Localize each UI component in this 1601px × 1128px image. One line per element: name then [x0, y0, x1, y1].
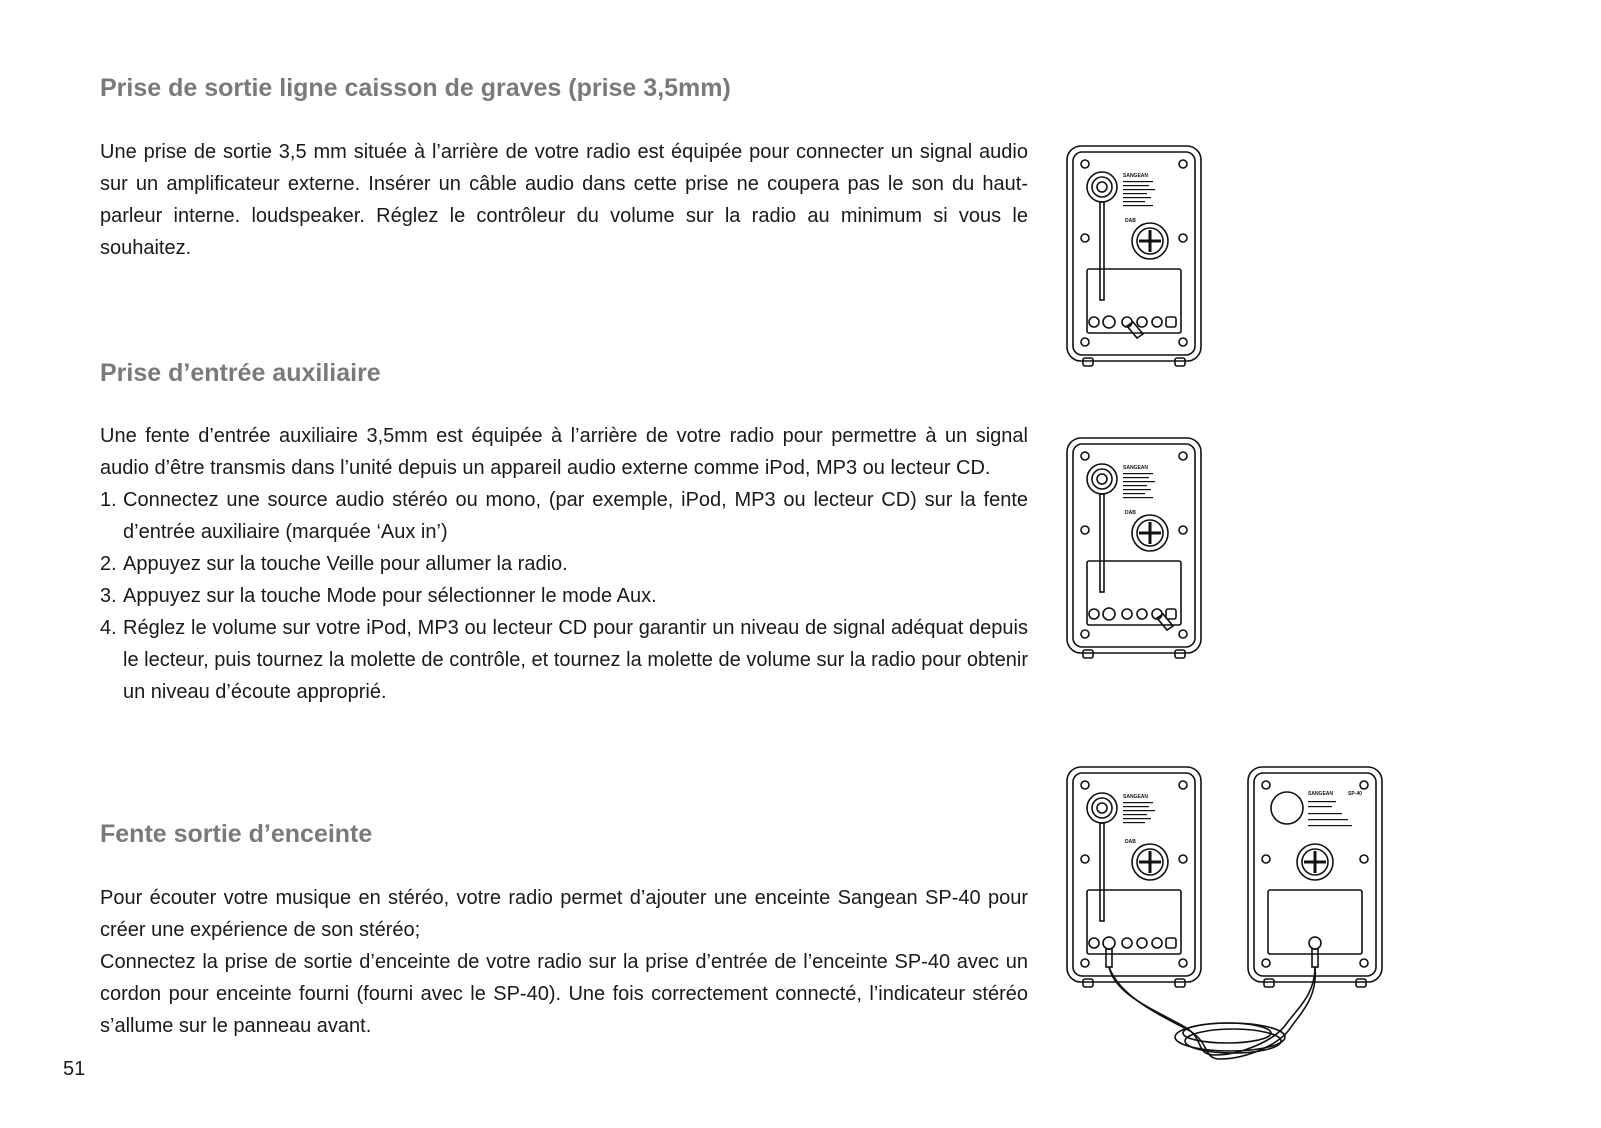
step-text: Appuyez sur la touche Veille pour allumer la radio. [123, 553, 568, 575]
step-text: Appuyez sur la touche Mode pour sélectionner le mode Aux. [123, 585, 657, 607]
step-text: Réglez le volume sur votre iPod, MP3 ou lecteur CD pour garantir un niveau de signal adéquat depuis le lecteur, puis tournez la molette de contrôle, et tournez la molette de volume sur la radio pour obtenir un niveau d’écoute approprié. [123, 617, 1028, 703]
list-item [100, 548, 1028, 580]
step-number: 2. [100, 553, 117, 575]
step-text: Connectez une source audio stéréo ou mono, (par exemple, iPod, MP3 ou lecteur CD) sur la fente d’entrée auxiliaire (marquée ‘Aux in’) [123, 489, 1028, 543]
section-body-speaker-out [100, 882, 1028, 1042]
dab-logo-label: DAB [1125, 510, 1136, 516]
speaker-brand-label: SANGEAN [1308, 791, 1334, 797]
dab-logo-label: DAB [1125, 839, 1136, 845]
section-heading-subwoofer-out: Prise de sortie ligne caisson de graves (prise 3,5mm) [100, 74, 731, 102]
paragraph: Pour écouter votre musique en stéréo, votre radio permet d’ajouter une enceinte Sangean SP-40 pour créer une expérience de son stéréo; [100, 887, 1028, 941]
steps-list [100, 484, 1028, 708]
section-heading-speaker-out: Fente sortie d’enceinte [100, 820, 373, 848]
radio-and-speaker-connection-illustration [1065, 765, 1395, 1065]
list-item [100, 580, 1028, 612]
paragraph: Connectez la prise de sortie d’enceinte de votre radio sur la prise d’entrée de l’enceinte SP-40 avec un cordon pour enceinte fourni (fourni avec le SP-40). Une fois correctement connecté, l’indicateur stéréo s’allume sur le panneau avant. [100, 951, 1028, 1037]
list-item [100, 612, 1028, 708]
step-number: 3. [100, 585, 117, 607]
step-number: 1. [100, 489, 117, 511]
brand-label: SANGEAN [1123, 794, 1149, 800]
paragraph: Une fente d’entrée auxiliaire 3,5mm est équipée à l’arrière de votre radio pour permettre à un signal audio d’être transmis dans l’unité depuis un appareil audio externe comme iPod, MP3 ou lecteur CD. [100, 425, 1028, 479]
step-number: 4. [100, 617, 117, 639]
radio-back-panel-illustration-1 [1065, 144, 1203, 374]
page-number: 51 [63, 1058, 86, 1080]
brand-label: SANGEAN [1123, 465, 1149, 471]
dab-logo-label: DAB [1125, 218, 1136, 224]
section-heading-aux-in: Prise d’entrée auxiliaire [100, 359, 381, 387]
list-item [100, 484, 1028, 548]
speaker-model-label: SP-40 [1348, 791, 1362, 797]
section-body-aux-in [100, 420, 1028, 708]
brand-label: SANGEAN [1123, 173, 1149, 179]
paragraph: Une prise de sortie 3,5 mm située à l’arrière de votre radio est équipée pour connecter un signal audio sur un amplificateur externe. Insérer un câble audio dans cette prise ne coupera pas le son du haut-parleur interne. loudspeaker. Réglez le contrôleur du volume sur la radio au minimum si vous le souhaitez. [100, 141, 1028, 259]
radio-back-panel-illustration-2 [1065, 436, 1203, 666]
section-body-subwoofer-out [100, 136, 1028, 264]
